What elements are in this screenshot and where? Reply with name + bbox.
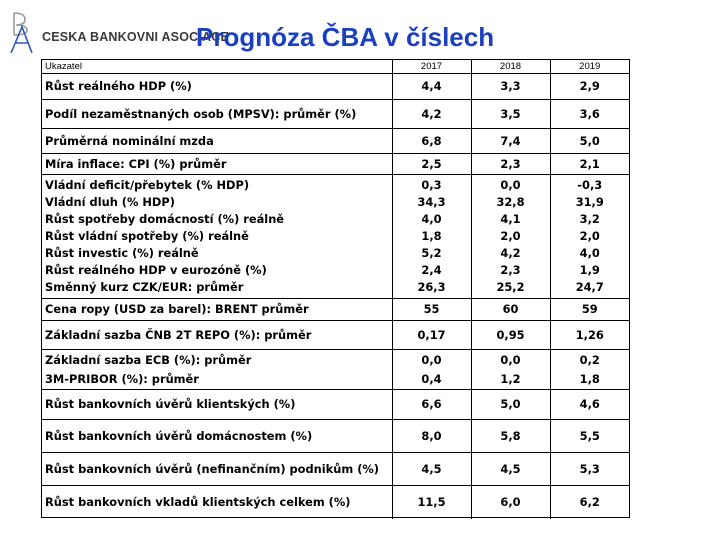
value-2019: 0,2: [579, 352, 600, 367]
value-group-2017: [392, 175, 471, 299]
value-2019: 3,2: [579, 212, 600, 226]
row-label: Základní sazba ECB (%): průměr: [45, 352, 252, 367]
table-row: [42, 453, 629, 486]
value-2018: 2,3: [471, 154, 550, 175]
column-header-2017: 2017: [392, 60, 471, 74]
value-2017: 8,0: [392, 420, 471, 453]
row-label: 3M-PRIBOR (%): průměr: [45, 371, 199, 386]
table-row: [42, 299, 629, 321]
table-row: [42, 74, 629, 100]
value-2019: 59: [550, 299, 629, 321]
row-label-group: [42, 350, 392, 390]
value-2018: 4,1: [500, 212, 521, 226]
row-label: Průměrná nominální mzda: [42, 129, 392, 154]
table-row: [42, 154, 629, 175]
value-2019: 3,6: [550, 100, 629, 129]
value-2017: 0,17: [392, 321, 471, 350]
table-row: [42, 100, 629, 129]
row-label: Směnný kurz CZK/EUR: průměr: [45, 280, 244, 294]
value-2019: 2,0: [579, 229, 600, 243]
forecast-table: [41, 59, 630, 518]
value-2017: 55: [392, 299, 471, 321]
value-group-2017: [392, 350, 471, 390]
row-label: Růst spotřeby domácností (%) reálně: [45, 212, 285, 226]
value-2018: 3,3: [471, 74, 550, 100]
value-2017: 0,4: [421, 371, 442, 386]
value-2017: 6,8: [392, 129, 471, 154]
row-label: Růst reálného HDP v eurozóně (%): [45, 263, 267, 277]
row-label: Růst bankovních úvěrů (nefinančním) podnikům (%): [42, 453, 392, 486]
row-label: Vládní deficit/přebytek (% HDP): [45, 178, 250, 192]
value-2017: 0,3: [421, 178, 442, 192]
cba-logo-icon: [8, 10, 38, 56]
row-label-group: [42, 175, 392, 299]
value-2018: 1,2: [500, 371, 521, 386]
value-2018: 32,8: [496, 195, 525, 209]
value-2018: 0,95: [471, 321, 550, 350]
value-2018: 3,5: [471, 100, 550, 129]
org-name: CESKA BANKOVNI ASOCIACE: [42, 30, 230, 44]
row-label: Růst bankovních vkladů klientských celkem (%): [45, 494, 351, 509]
value-2019: 4,0: [579, 246, 600, 260]
value-2017: 4,4: [392, 74, 471, 100]
value-2018: 2,0: [500, 229, 521, 243]
row-label: Vládní dluh (% HDP): [45, 195, 175, 209]
value-2017: 5,2: [421, 246, 442, 260]
value-2017: 4,2: [392, 100, 471, 129]
value-group-2018: [471, 350, 550, 390]
value-2017: 1,8: [421, 229, 442, 243]
value-2018: 25,2: [496, 280, 525, 294]
row-label: Růst bankovních úvěrů domácnostem (%): [42, 420, 392, 453]
value-2019: 6,2: [550, 486, 629, 519]
row-label: Základní sazba ČNB 2T REPO (%): průměr: [42, 321, 392, 350]
value-2017: 2,4: [421, 263, 442, 277]
value-2019: 2,9: [550, 74, 629, 100]
table-row-group: [42, 350, 629, 390]
value-2019: 5,5: [550, 420, 629, 453]
value-2018: 5,0: [471, 390, 550, 420]
table-row: [42, 129, 629, 154]
row-label: Podíl nezaměstnaných osob (MPSV): průměr (%): [42, 100, 392, 129]
value-2018: 0,0: [500, 352, 521, 367]
column-header-2019: 2019: [550, 60, 629, 74]
value-group-2019: [550, 350, 629, 390]
row-label: Růst vládní spotřeby (%) reálně: [45, 229, 249, 243]
value-2018: 5,8: [471, 420, 550, 453]
value-group-2019: [550, 175, 629, 299]
value-2019: 4,6: [550, 390, 629, 420]
value-2019: 1,26: [550, 321, 629, 350]
value-2019: -0,3: [577, 178, 603, 192]
value-2018: 60: [471, 299, 550, 321]
value-2017: 6,6: [392, 390, 471, 420]
value-2017: 26,3: [417, 280, 446, 294]
value-2018: 4,2: [500, 246, 521, 260]
table-row: [42, 390, 629, 420]
table-row: [42, 420, 629, 453]
value-2017: 34,3: [417, 195, 446, 209]
value-2018: 2,3: [500, 263, 521, 277]
value-2019: 1,9: [579, 263, 600, 277]
value-2019: 5,3: [550, 453, 629, 486]
row-label: Míra inflace: CPI (%) průměr: [42, 154, 392, 175]
table-row: [42, 486, 629, 519]
row-label: Cena ropy (USD za barel): BRENT průměr: [42, 299, 392, 321]
value-2017: 11,5: [392, 486, 471, 519]
value-group-2018: [471, 175, 550, 299]
value-2018: 7,4: [471, 129, 550, 154]
page-title: Prognóza ČBA v číslech: [196, 22, 495, 52]
value-2019: 31,9: [575, 195, 604, 209]
row-label: Růst bankovních úvěrů klientských (%): [42, 390, 392, 420]
table-row: [42, 321, 629, 350]
value-2018: 0,0: [500, 178, 521, 192]
table-header-row: [42, 60, 629, 74]
table-row-group: [42, 175, 629, 299]
column-header-indicator: Ukazatel: [42, 60, 392, 74]
value-2019: 24,7: [575, 280, 604, 294]
value-2019: 1,8: [579, 371, 600, 386]
value-2019: 2,1: [550, 154, 629, 175]
value-2018: 4,5: [471, 453, 550, 486]
row-label: Růst reálného HDP (%): [42, 74, 392, 100]
value-2019: 5,0: [550, 129, 629, 154]
value-2018: 6,0: [471, 486, 550, 519]
value-2017: 0,0: [421, 352, 442, 367]
row-label: Růst investic (%) reálně: [45, 246, 199, 260]
column-header-2018: 2018: [471, 60, 550, 74]
value-2017: 2,5: [392, 154, 471, 175]
value-2017: 4,0: [421, 212, 442, 226]
value-2017: 4,5: [392, 453, 471, 486]
